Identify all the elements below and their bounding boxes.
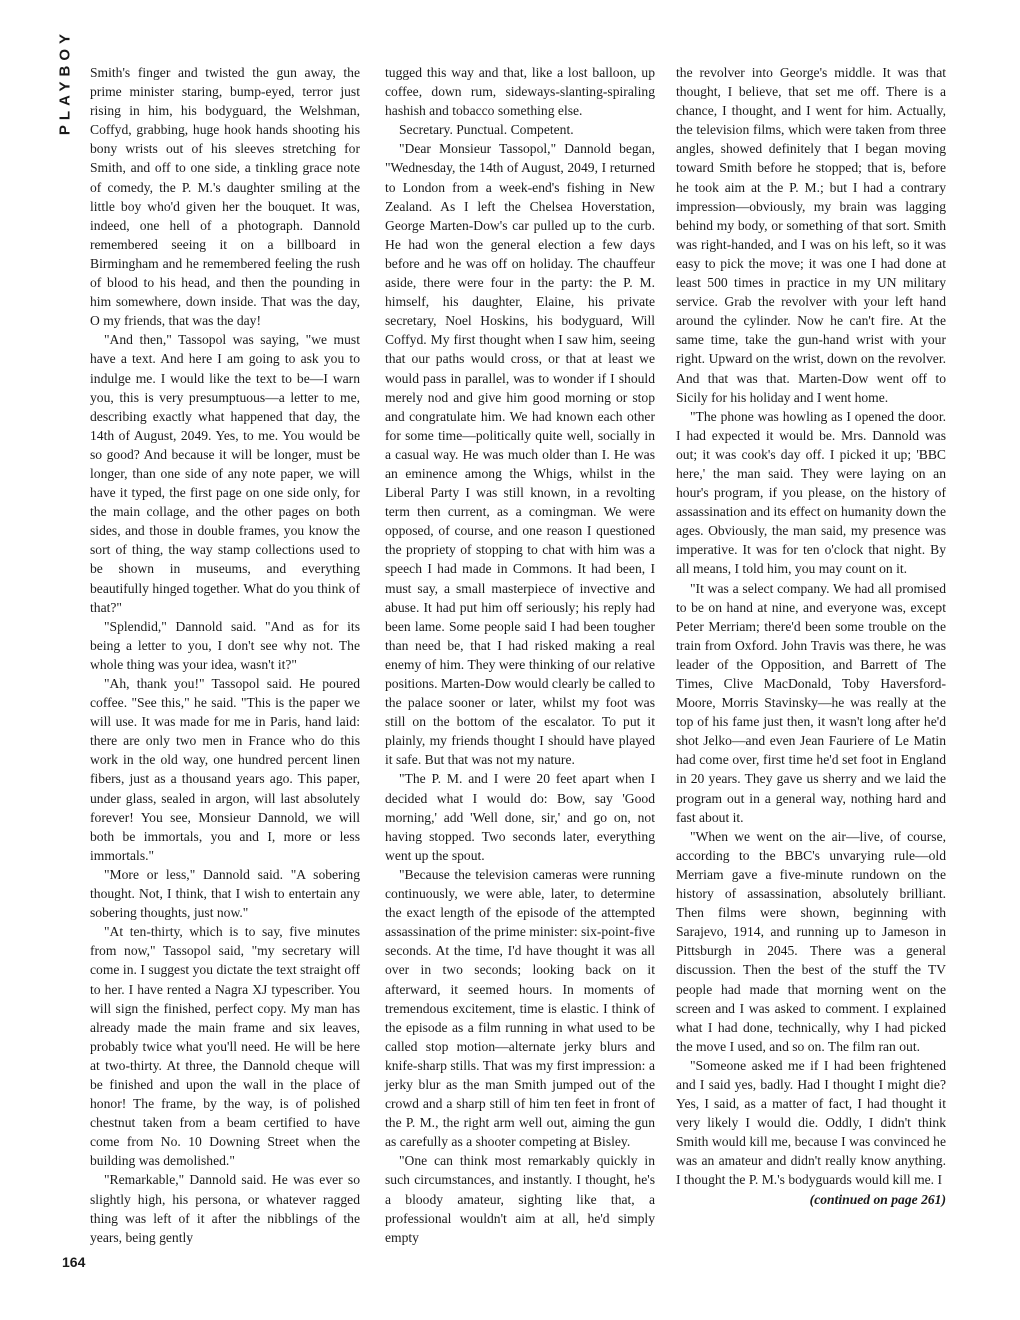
paragraph: "When we went on the air—live, of course, according to the BBC's unvarying rule—old Merriam gave a five-minute rundown on the history of assassination, absolutely brilliant. Then films were shown, beginning with Sarajevo, 1914, and running up to Jameson in Pittsburgh in 2045. There was a general discussion. Then the best of the stuff the TV people had made that morning went on the screen and I was asked to comment. I explained what I had done, technically, why I had picked the move I used, and so on. The film ran out.: [676, 828, 946, 1054]
paragraph: "At ten-thirty, which is to say, five minutes from now," Tassopol said, "my secretary will come in. I suggest you dictate the text straight off to her. I have rented a Nagra XJ typescriber. You will sign the finished, perfect copy. My man has already made the main frame and six leaves, probably twice what you'll need. He will be here at two-thirty. At three, the Dannold cheque will be finished and upon the wall in the place of honor! The frame, by the way, is of polished chestnut taken from a beam certified to have come from No. 10 Downing Street when the building was demolished.": [90, 924, 360, 1169]
paragraph: "It was a select company. We had all promised to be on hand at nine, and everyone was, except Peter Merriam; there'd been some trouble on the train from Oxford. John Travis was there, he was leader of the Opposition, and Barrett of The Times, Clive MacDonald, Toby Haversford-Moore, Morris Stavinsky—he was really at the top of his fame just then, it wasn't long after he'd shot Jelko—and even Jean Fauriere of Le Matin had come over, first time he'd set foot in England in 20 years. They gave us sherry and we laid the program out in a general way, nothing hard and fast about it.: [676, 580, 946, 825]
paragraph: tugged this way and that, like a lost balloon, up coffee, down rum, sideways-slanting-spiraling hashish and tobacco something else.: [385, 65, 655, 119]
paragraph: "Remarkable," Dannold said. He was ever so slightly high, his persona, or whatever ragged thing was left of it after the nibblings of the years, being gently: [90, 1172, 360, 1245]
paragraph: the revolver into George's middle. It was that thought, I believe, that set me off. There is a chance, I thought, and I went for him. Actually, the television films, which were taken from three angles, showed definitely that I began moving toward Smith before he stopped; that is, before he took aim at the P. M.; but I had a contrary impression—obviously, my brain was lagging behind my body, or something of that sort. Smith was right-handed, and I was on his left, so it was easy to pick the move; it was one I had done at least 500 times in practice in my UN military service. Grab the revolver with your left hand around the cylinder. Now he can't fire. At the same time, take the gun-hand wrist with your right. Upward on the wrist, down on the revolver. And that was that. Marten-Dow went off to Sicily for his holiday and I went home.: [676, 65, 946, 405]
paragraph: "Dear Monsieur Tassopol," Dannold began, "Wednesday, the 14th of August, 2049, I returned to London from a week-end's fishing in New Zealand. As I left the Chelsea Hoverstation, George Marten-Dow's car pulled up to the curb. He had won the general election a few days before and he was off on holiday. The chauffeur aside, there were four in the party: the P. M. himself, his daughter, Elaine, his private secretary, Noel Hoskins, his bodyguard, Will Coffyd. My first thought when I saw him, seeing that our paths would cross, or that at least we would pass in parallel, was to wonder if I should merely nod and give him good morning or stop and congratulate him. We had known each other for some time—politically quite well, socially in a casual way. He was much older than I. He was an eminence among the Whigs, whilst in the Liberal Party I was still known, in a revolting term then current, as a comingman. We were opposed, of course, and one reason I questioned the propriety of stopping to chat with him was a speech I had made in Commons. It had been, I must say, a small masterpiece of invective and abuse. It had put him off seriously; his reply had been lame. Some people said I had been tougher than need be, that I had risked making a real enemy of him. They were thinking of our relative positions. Marten-Dow would clearly be called to the palace sooner or later, whilst my foot was still on the bottom of the escalator. To put it plainly, my friends thought I should have played it safe. But that was not my nature.: [385, 141, 655, 768]
paragraph: Secretary. Punctual. Competent.: [399, 122, 574, 138]
column-3: [676, 63, 946, 1209]
paragraph: "Someone asked me if I had been frightened and I said yes, badly. Had I thought I might die? Yes, I said, as a matter of fact, I had thought it very likely I would die. Oddly, I didn't think Smith would kill me, because I was convinced he was an amateur and didn't really know anything. I thought the P. M.'s bodyguards would kill me. I: [676, 1057, 946, 1188]
paragraph: "The P. M. and I were 20 feet apart when I decided what I would do: Bow, say 'Good morning,' add 'Well done, sir,' and go on, not having stopped. Two seconds later, everything went up the spout.: [385, 771, 655, 863]
paragraph: Smith's finger and twisted the gun away, the prime minister staring, bump-eyed, terror just rising in him, his bodyguard, the Welshman, Coffyd, grabbing, huge hook hands shooting his bony wrists out of his sleeves stretching for Smith, and off to one side, a tinkling grace note of comedy, the P. M.'s daughter smiling at the little boy who'd given her the bouquet. It was, indeed, one hell of a photograph. Dannold remembered seeing it on a billboard in Birmingham and he remembered feeling the rush of blood to his head, and then the pounding in him somewhere, down inside. That was the day, O my friends, that was the day!: [90, 65, 360, 329]
page-number: 164: [62, 1254, 86, 1270]
paragraph: "Splendid," Dannold said. "And as for its being a letter to you, I don't see why not. The whole thing was your idea, wasn't it?": [90, 618, 360, 672]
paragraph: "Because the television cameras were running continuously, we were able, later, to determine the exact length of the episode of the attempted assassination of the prime minister: six-point-five seconds. At the time, I'd have thought it was all over in two seconds; looking back on it afterward, it seemed hours. In moments of tremendous excitement, time is elastic. I think of the episode as a film running in what used to be called stop motion—alternate jerky blurs and knife-sharp stills. That was my first impression: a jerky blur as the man Smith jumped out of the crowd and a sharp still of him ten feet in front of the P. M., the right arm well out, aiming the gun as carefully as a shooter competing at Bisley.: [385, 866, 655, 1150]
column-2: [385, 63, 655, 1247]
paragraph: "And then," Tassopol was saying, "we must have a text. And here I am going to ask you to indulge me. I would like the text to be—I warn you, this is very presumptuous—a letter to me, describing exactly what happened that day, the 14th of August, 2049. Yes, to me. You would be so good? And because it will be longer, must be longer, than one side of any note paper, we will have it typed, the first page on one side only, for the main collage, and the other pages on both sides, and those in double frames, you know the sort of thing, the way stamp collections used to be shown in museums, and everything beautifully hinged together. What do you think of that?": [90, 332, 360, 615]
column-1: [90, 63, 360, 1247]
paragraph: "More or less," Dannold said. "A sobering thought. Not, I think, that I wish to entertain any sobering thoughts, just now.": [90, 866, 360, 921]
continued-note: (continued on page 261): [809, 1191, 946, 1207]
paragraph: "One can think most remarkably quickly in such circumstances, and instantly. I thought, he's a bloody amateur, sighting like that, a professional wouldn't aim at all, he'd simply empty: [385, 1153, 655, 1245]
masthead: [50, 28, 80, 136]
masthead-text: PLAYBOY: [56, 28, 74, 136]
paragraph: "Ah, thank you!" Tassopol said. He poured coffee. "See this," he said. "This is the paper we will use. It was made for me in Paris, hand laid: there are only two men in France who do this work in the old way, one hundred percent linen fibers, just as a thousand years ago. This paper, under glass, sealed in argon, will last absolutely forever! You see, Monsieur Dannold, we will both be immortals, you and I, more or less immortals.": [90, 676, 360, 863]
paragraph: "The phone was howling as I opened the door. I had expected it would be. Mrs. Dannold was out; it was cook's day off. I picked it up; 'BBC here,' the man said. They were laying on an hour's program, if you please, on the history of assassination and its effect on humanity down the ages. Obviously, the man said, my presence was imperative. It was for ten o'clock that night. By all means, I told him, you may count on it.: [676, 408, 946, 577]
